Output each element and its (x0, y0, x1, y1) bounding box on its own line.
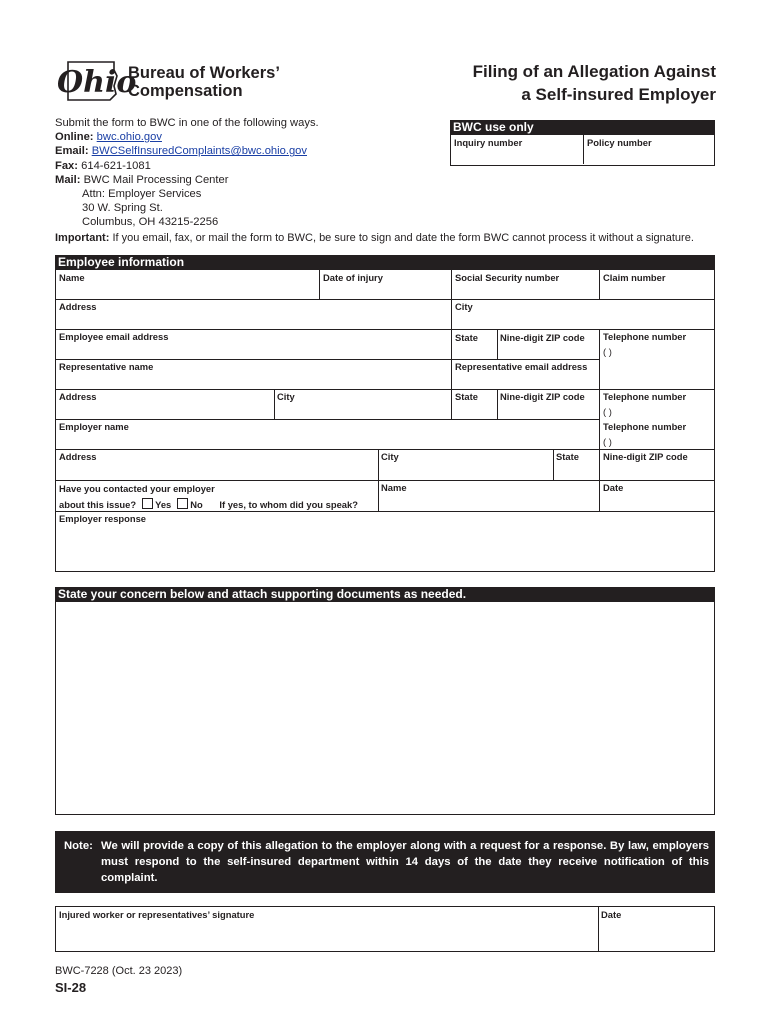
online-label: Online: (55, 131, 94, 144)
divider (583, 135, 584, 164)
signature-box[interactable] (55, 906, 715, 952)
employee-address-label: Address (59, 301, 97, 312)
mail-label: Mail: (55, 173, 81, 186)
divider (599, 449, 600, 511)
title-line1: Filing of an Allegation Against (472, 62, 716, 81)
divider (56, 389, 714, 390)
employee-info-grid (55, 270, 715, 572)
divider (56, 359, 599, 360)
divider (56, 329, 714, 330)
divider (451, 299, 452, 329)
email-label: Email: (55, 145, 89, 158)
claim-number-label: Claim number (603, 272, 666, 283)
contacted-employer-question: Have you contacted your employer (59, 483, 215, 494)
no-label: No (190, 499, 203, 510)
divider (451, 329, 452, 359)
employer-name-label: Employer name (59, 421, 129, 432)
note-label: Note: (64, 840, 93, 852)
representative-email-label: Representative email address (455, 361, 588, 372)
divider (378, 449, 379, 511)
submission-instructions (55, 116, 319, 230)
rep-city-label: City (277, 391, 295, 402)
concern-section (55, 587, 715, 815)
important-text: If you email, fax, or mail the form to BWC, be sure to sign and date the form BWC cannot process it without a signature. (112, 232, 694, 244)
important-note (55, 232, 694, 244)
concern-textarea[interactable] (55, 602, 715, 815)
employer-phone-area: ( ) (603, 436, 612, 447)
bwc-use-only-section (450, 120, 715, 166)
divider (56, 419, 599, 420)
fax-value: 614-621-1081 (81, 159, 151, 172)
contact-date-label: Date (603, 482, 624, 493)
yes-checkbox[interactable] (142, 498, 153, 509)
no-checkbox[interactable] (177, 498, 188, 509)
divider (451, 359, 452, 389)
employee-info-header: Employee information (55, 255, 715, 270)
divider (56, 480, 714, 481)
employer-zip-label: Nine-digit ZIP code (603, 451, 688, 462)
divider (56, 449, 714, 450)
svg-text:Ohio: Ohio (57, 65, 137, 100)
divider (599, 270, 600, 299)
divider (274, 389, 275, 419)
divider (599, 389, 600, 449)
divider (56, 299, 714, 300)
employee-info-section (55, 255, 715, 572)
employer-telephone-label: Telephone number (603, 421, 687, 432)
form-title (473, 60, 716, 106)
rep-telephone-label: Telephone number (603, 391, 687, 402)
divider (56, 511, 714, 512)
policy-number-label: Policy number (587, 137, 652, 148)
inquiry-number-label: Inquiry number (454, 137, 523, 148)
date-of-injury-label: Date of injury (323, 272, 383, 283)
divider (598, 907, 599, 951)
employee-state-label: State (455, 332, 478, 343)
employee-zip-label: Nine-digit ZIP code (500, 332, 585, 343)
mail-line1: BWC Mail Processing Center (83, 173, 229, 186)
employee-phone-area: ( ) (603, 346, 612, 357)
bwc-use-box (450, 135, 715, 166)
ssn-label: Social Security number (455, 272, 560, 283)
divider (553, 449, 554, 480)
employee-telephone-label: Telephone number (603, 331, 687, 342)
concern-header: State your concern below and attach supporting documents as needed. (55, 587, 715, 602)
yes-label: Yes (155, 499, 172, 510)
mail-line4: Columbus, OH 43215-2256 (82, 216, 219, 229)
contacted-question-line2: about this issue? (59, 499, 137, 510)
contact-name-label: Name (381, 482, 407, 493)
signature-date-label: Date (601, 909, 622, 920)
fax-label: Fax: (55, 159, 79, 172)
ohio-logo-icon (54, 58, 137, 102)
online-link[interactable]: bwc.ohio.gov (96, 131, 162, 144)
title-line2: a Self-insured Employer (521, 85, 716, 104)
rep-address-label: Address (59, 391, 97, 402)
bureau-line2: Compensation (128, 82, 243, 100)
employee-name-label: Name (59, 272, 85, 283)
bwc-use-header: BWC use only (450, 120, 715, 135)
intro-text: Submit the form to BWC in one of the following ways. (55, 117, 319, 129)
note-text: We will provide a copy of this allegation to the employer along with a request for a response. By law, employers must respond to the self-insured department within 14 days of the date they receive notification of this complaint. (101, 840, 709, 884)
employer-response-label: Employer response (59, 513, 147, 524)
signature-label: Injured worker or representatives’ signature (59, 909, 255, 920)
form-code: SI-28 (55, 980, 87, 995)
whom-label: If yes, to whom did you speak? (219, 499, 358, 510)
rep-state-label: State (455, 391, 478, 402)
divider (451, 270, 452, 299)
important-label: Important: (55, 232, 110, 244)
employer-address-label: Address (59, 451, 97, 462)
representative-name-label: Representative name (59, 361, 154, 372)
divider (497, 329, 498, 359)
note-box (55, 831, 715, 893)
mail-line2: Attn: Employer Services (82, 188, 202, 201)
rep-zip-label: Nine-digit ZIP code (500, 391, 585, 402)
form-id: BWC-7228 (Oct. 23 2023) (55, 965, 183, 977)
divider (451, 389, 452, 419)
employer-state-label: State (556, 451, 579, 462)
divider (319, 270, 320, 299)
divider (599, 329, 600, 389)
bureau-line1: Bureau of Workers’ (128, 64, 280, 82)
divider (497, 389, 498, 419)
employee-city-label: City (455, 301, 473, 312)
employer-city-label: City (381, 451, 399, 462)
email-link[interactable]: BWCSelfInsuredComplaints@bwc.ohio.gov (91, 145, 307, 158)
mail-line3: 30 W. Spring St. (82, 202, 163, 215)
employee-email-label: Employee email address (59, 331, 169, 342)
contacted-answer-row (59, 498, 358, 510)
rep-phone-area: ( ) (603, 406, 612, 417)
bureau-name (128, 64, 280, 100)
